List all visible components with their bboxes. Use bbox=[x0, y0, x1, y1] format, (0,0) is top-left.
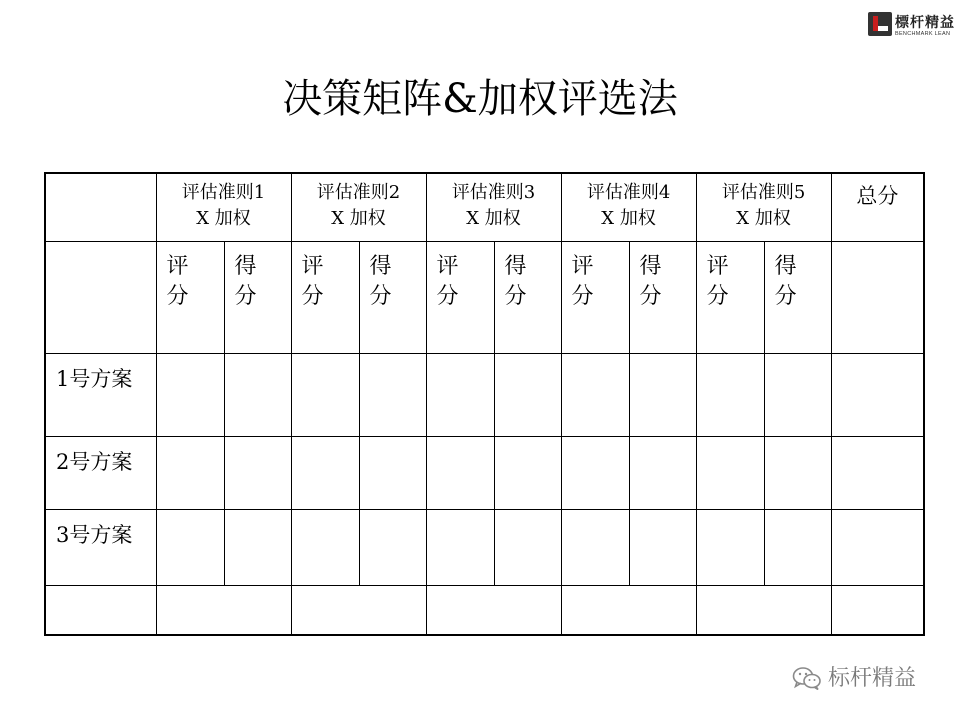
cell bbox=[696, 353, 764, 436]
cell bbox=[359, 436, 426, 509]
cell bbox=[494, 436, 561, 509]
rating-header-5: 评分 bbox=[696, 241, 764, 353]
cell bbox=[629, 436, 696, 509]
score-header-2: 得分 bbox=[359, 241, 426, 353]
logo-name-en: BENCHMARK LEAN bbox=[895, 31, 951, 37]
cell bbox=[561, 509, 629, 585]
cell bbox=[561, 353, 629, 436]
cell bbox=[494, 509, 561, 585]
table-row bbox=[45, 585, 924, 635]
criterion-3-header: 评估准则3 X 加权 bbox=[426, 173, 561, 241]
cell bbox=[224, 353, 291, 436]
cell bbox=[764, 509, 831, 585]
cell bbox=[561, 585, 696, 635]
cell bbox=[156, 509, 224, 585]
brand-logo bbox=[868, 10, 956, 44]
row-label-option-3: 3号方案 bbox=[45, 509, 156, 585]
cell bbox=[156, 436, 224, 509]
score-header-3: 得分 bbox=[494, 241, 561, 353]
logo-mark-icon bbox=[868, 12, 892, 36]
sub-header-blank-cell bbox=[45, 241, 156, 353]
decision-matrix-table bbox=[44, 172, 925, 636]
cell bbox=[359, 353, 426, 436]
cell bbox=[629, 353, 696, 436]
criterion-2-header: 评估准则2 X 加权 bbox=[291, 173, 426, 241]
cell bbox=[831, 509, 924, 585]
score-header-5: 得分 bbox=[764, 241, 831, 353]
cell bbox=[764, 353, 831, 436]
criterion-5-header: 评估准则5 X 加权 bbox=[696, 173, 831, 241]
cell bbox=[426, 585, 561, 635]
table-row bbox=[45, 436, 924, 509]
row-label-option-2: 2号方案 bbox=[45, 436, 156, 509]
cell bbox=[156, 353, 224, 436]
cell bbox=[696, 436, 764, 509]
cell bbox=[831, 436, 924, 509]
criterion-1-header: 评估准则1 X 加权 bbox=[156, 173, 291, 241]
cell bbox=[426, 353, 494, 436]
cell bbox=[291, 436, 359, 509]
cell bbox=[224, 509, 291, 585]
cell bbox=[291, 585, 426, 635]
table-row bbox=[45, 353, 924, 436]
score-header-1: 得分 bbox=[224, 241, 291, 353]
sub-header-row bbox=[45, 241, 924, 353]
logo-name-cn: 標杆精益 bbox=[895, 15, 955, 31]
cell bbox=[291, 353, 359, 436]
cell bbox=[764, 436, 831, 509]
wechat-icon bbox=[792, 666, 822, 690]
score-header-4: 得分 bbox=[629, 241, 696, 353]
row-label-blank bbox=[45, 585, 156, 635]
rating-header-3: 评分 bbox=[426, 241, 494, 353]
row-label-option-1: 1号方案 bbox=[45, 353, 156, 436]
cell bbox=[561, 436, 629, 509]
cell bbox=[426, 509, 494, 585]
criterion-4-header: 评估准则4 X 加权 bbox=[561, 173, 696, 241]
cell bbox=[696, 585, 831, 635]
criteria-header-row bbox=[45, 173, 924, 241]
total-blank-cell bbox=[831, 241, 924, 353]
cell bbox=[291, 509, 359, 585]
page-title: 决策矩阵&加权评选法 bbox=[282, 75, 678, 122]
total-score-header: 总分 bbox=[831, 173, 924, 241]
cell bbox=[224, 436, 291, 509]
cell bbox=[831, 353, 924, 436]
cell bbox=[156, 585, 291, 635]
cell bbox=[629, 509, 696, 585]
cell bbox=[831, 585, 924, 635]
cell bbox=[359, 509, 426, 585]
rating-header-2: 评分 bbox=[291, 241, 359, 353]
rating-header-1: 评分 bbox=[156, 241, 224, 353]
rating-header-4: 评分 bbox=[561, 241, 629, 353]
corner-cell bbox=[45, 173, 156, 241]
watermark-text: 标杆精益 bbox=[828, 666, 917, 691]
table-row bbox=[45, 509, 924, 585]
cell bbox=[696, 509, 764, 585]
cell bbox=[426, 436, 494, 509]
cell bbox=[494, 353, 561, 436]
